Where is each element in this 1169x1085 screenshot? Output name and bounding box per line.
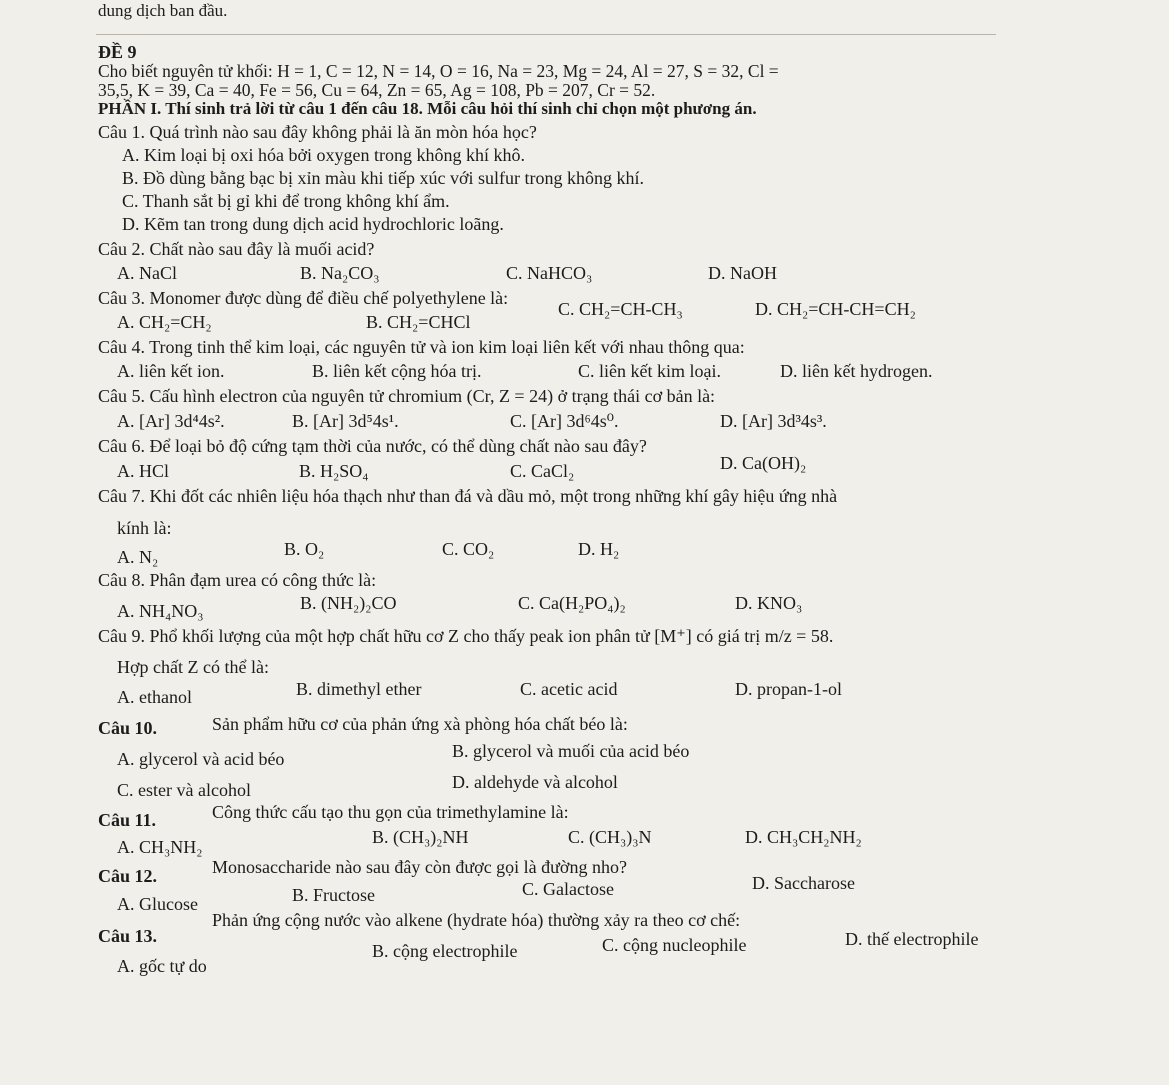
part1-instruction: PHẦN I. Thí sinh trả lời từ câu 1 đến câu 18. Mỗi câu hỏi thí sinh chỉ chọn một phương án. xyxy=(98,99,757,118)
question-4-option-c[interactable]: C. liên kết kim loại. xyxy=(578,361,721,381)
question-8-option-d[interactable]: D. KNO₃ xyxy=(735,593,803,613)
question-7-option-b[interactable]: B. O₂ xyxy=(284,539,325,559)
atomic-mass-line-1: Cho biết nguyên tử khối: H = 1, C = 12, N = 14, O = 16, Na = 23, Mg = 24, Al = 27, S = 32, Cl = xyxy=(98,61,779,81)
question-10-option-b[interactable]: B. glycerol và muối của acid béo xyxy=(452,741,690,761)
question-2-option-c[interactable]: C. NaHCO₃ xyxy=(506,263,593,283)
question-12-option-b[interactable]: B. Fructose xyxy=(292,885,375,905)
question-11-option-c[interactable]: C. (CH₃)₃N xyxy=(568,827,652,847)
question-9-option-c[interactable]: C. acetic acid xyxy=(520,679,618,699)
question-9-stem-line-1: Câu 9. Phổ khối lượng của một hợp chất hữu cơ Z cho thấy peak ion phân tử [M⁺] có giá trị m/z = 58. xyxy=(98,626,834,646)
exam-title: ĐỀ 9 xyxy=(98,42,137,62)
question-2-option-b[interactable]: B. Na₂CO₃ xyxy=(300,263,380,283)
question-6-option-a[interactable]: A. HCl xyxy=(117,461,170,481)
previous-page-fragment: dung dịch ban đầu. xyxy=(98,1,228,20)
question-8-option-c[interactable]: C. Ca(H₂PO₄)₂ xyxy=(518,593,626,613)
question-10-option-a[interactable]: A. glycerol và acid béo xyxy=(117,749,285,769)
question-10-option-d[interactable]: D. aldehyde và alcohol xyxy=(452,772,618,792)
question-12-option-c[interactable]: C. Galactose xyxy=(522,879,614,899)
question-6-option-b[interactable]: B. H₂SO₄ xyxy=(299,461,369,481)
question-7-stem-line-1: Câu 7. Khi đốt các nhiên liệu hóa thạch như than đá và dầu mỏ, một trong những khí gây hiệu ứng nhà xyxy=(98,486,838,506)
question-8-option-b[interactable]: B. (NH₂)₂CO xyxy=(300,593,397,613)
question-11-stem: Công thức cấu tạo thu gọn của trimethylamine là: xyxy=(212,802,569,822)
question-11-option-d[interactable]: D. CH₃CH₂NH₂ xyxy=(745,827,862,847)
question-13-option-a[interactable]: A. gốc tự do xyxy=(117,956,207,976)
question-6-stem: Câu 6. Để loại bỏ độ cứng tạm thời của nước, có thể dùng chất nào sau đây? xyxy=(98,436,647,456)
question-12-option-d[interactable]: D. Saccharose xyxy=(752,873,855,893)
question-1-option-b[interactable]: B. Đồ dùng bằng bạc bị xỉn màu khi tiếp xúc với sulfur trong không khí. xyxy=(122,168,644,188)
question-6-option-d[interactable]: D. Ca(OH)₂ xyxy=(720,453,807,473)
question-12-option-a[interactable]: A. Glucose xyxy=(117,894,198,914)
question-9-option-b[interactable]: B. dimethyl ether xyxy=(296,679,422,699)
question-5-option-c[interactable]: C. [Ar] 3d⁶4s⁰. xyxy=(510,411,619,431)
question-3-stem: Câu 3. Monomer được dùng để điều chế polyethylene là: xyxy=(98,288,509,308)
question-10-label: Câu 10. xyxy=(98,718,158,738)
question-10-option-c[interactable]: C. ester và alcohol xyxy=(117,780,251,800)
question-1-stem: Câu 1. Quá trình nào sau đây không phải là ăn mòn hóa học? xyxy=(98,122,537,142)
question-9-option-a[interactable]: A. ethanol xyxy=(117,687,192,707)
question-12-stem: Monosaccharide nào sau đây còn được gọi là đường nho? xyxy=(212,857,627,877)
question-1-option-c[interactable]: C. Thanh sắt bị gỉ khi để trong không khí ẩm. xyxy=(122,191,450,211)
question-2-stem: Câu 2. Chất nào sau đây là muối acid? xyxy=(98,239,375,259)
question-13-option-c[interactable]: C. cộng nucleophile xyxy=(602,935,747,955)
question-3-option-a[interactable]: A. CH₂=CH₂ xyxy=(117,312,212,332)
question-13-stem: Phản ứng cộng nước vào alkene (hydrate hóa) thường xảy ra theo cơ chế: xyxy=(212,910,741,930)
question-7-option-a[interactable]: A. N₂ xyxy=(117,547,159,567)
question-5-option-a[interactable]: A. [Ar] 3d⁴4s². xyxy=(117,411,225,431)
question-13-option-b[interactable]: B. cộng electrophile xyxy=(372,941,518,961)
question-4-option-b[interactable]: B. liên kết cộng hóa trị. xyxy=(312,361,482,381)
question-5-option-d[interactable]: D. [Ar] 3d³4s³. xyxy=(720,411,827,431)
question-13-option-d[interactable]: D. thế electrophile xyxy=(845,929,979,949)
question-13-label: Câu 13. xyxy=(98,926,158,946)
header-divider xyxy=(96,34,996,35)
question-10-stem: Sản phẩm hữu cơ của phản ứng xà phòng hóa chất béo là: xyxy=(212,714,628,734)
atomic-mass-line-2: 35,5, K = 39, Ca = 40, Fe = 56, Cu = 64, Zn = 65, Ag = 108, Pb = 207, Cr = 52. xyxy=(98,80,656,100)
question-9-option-d[interactable]: D. propan-1-ol xyxy=(735,679,842,699)
question-6-option-c[interactable]: C. CaCl₂ xyxy=(510,461,575,481)
question-3-option-c[interactable]: C. CH₂=CH-CH₃ xyxy=(558,299,683,319)
question-7-stem-line-2: kính là: xyxy=(117,518,172,538)
question-7-option-d[interactable]: D. H₂ xyxy=(578,539,620,559)
question-2-option-d[interactable]: D. NaOH xyxy=(708,263,777,283)
question-3-option-b[interactable]: B. CH₂=CHCl xyxy=(366,312,471,332)
question-1-option-a[interactable]: A. Kim loại bị oxi hóa bởi oxygen trong không khí khô. xyxy=(122,145,525,165)
question-9-stem-line-2: Hợp chất Z có thể là: xyxy=(117,657,269,677)
question-5-stem: Câu 5. Cấu hình electron của nguyên tử chromium (Cr, Z = 24) ở trạng thái cơ bản là: xyxy=(98,386,716,406)
question-2-option-a[interactable]: A. NaCl xyxy=(117,263,177,283)
question-3-option-d[interactable]: D. CH₂=CH-CH=CH₂ xyxy=(755,299,916,319)
question-8-stem: Câu 8. Phân đạm urea có công thức là: xyxy=(98,570,377,590)
question-4-stem: Câu 4. Trong tinh thể kim loại, các nguyên tử và ion kim loại liên kết với nhau thông qua: xyxy=(98,337,745,357)
question-4-option-d[interactable]: D. liên kết hydrogen. xyxy=(780,361,933,381)
question-8-option-a[interactable]: A. NH₄NO₃ xyxy=(117,601,204,621)
question-11-option-a[interactable]: A. CH₃NH₂ xyxy=(117,837,203,857)
question-7-option-c[interactable]: C. CO₂ xyxy=(442,539,495,559)
question-11-label: Câu 11. xyxy=(98,810,157,830)
question-11-option-b[interactable]: B. (CH₃)₂NH xyxy=(372,827,469,847)
question-12-label: Câu 12. xyxy=(98,866,158,886)
question-1-option-d[interactable]: D. Kẽm tan trong dung dịch acid hydrochloric loãng. xyxy=(122,214,504,234)
question-4-option-a[interactable]: A. liên kết ion. xyxy=(117,361,225,381)
question-5-option-b[interactable]: B. [Ar] 3d⁵4s¹. xyxy=(292,411,399,431)
